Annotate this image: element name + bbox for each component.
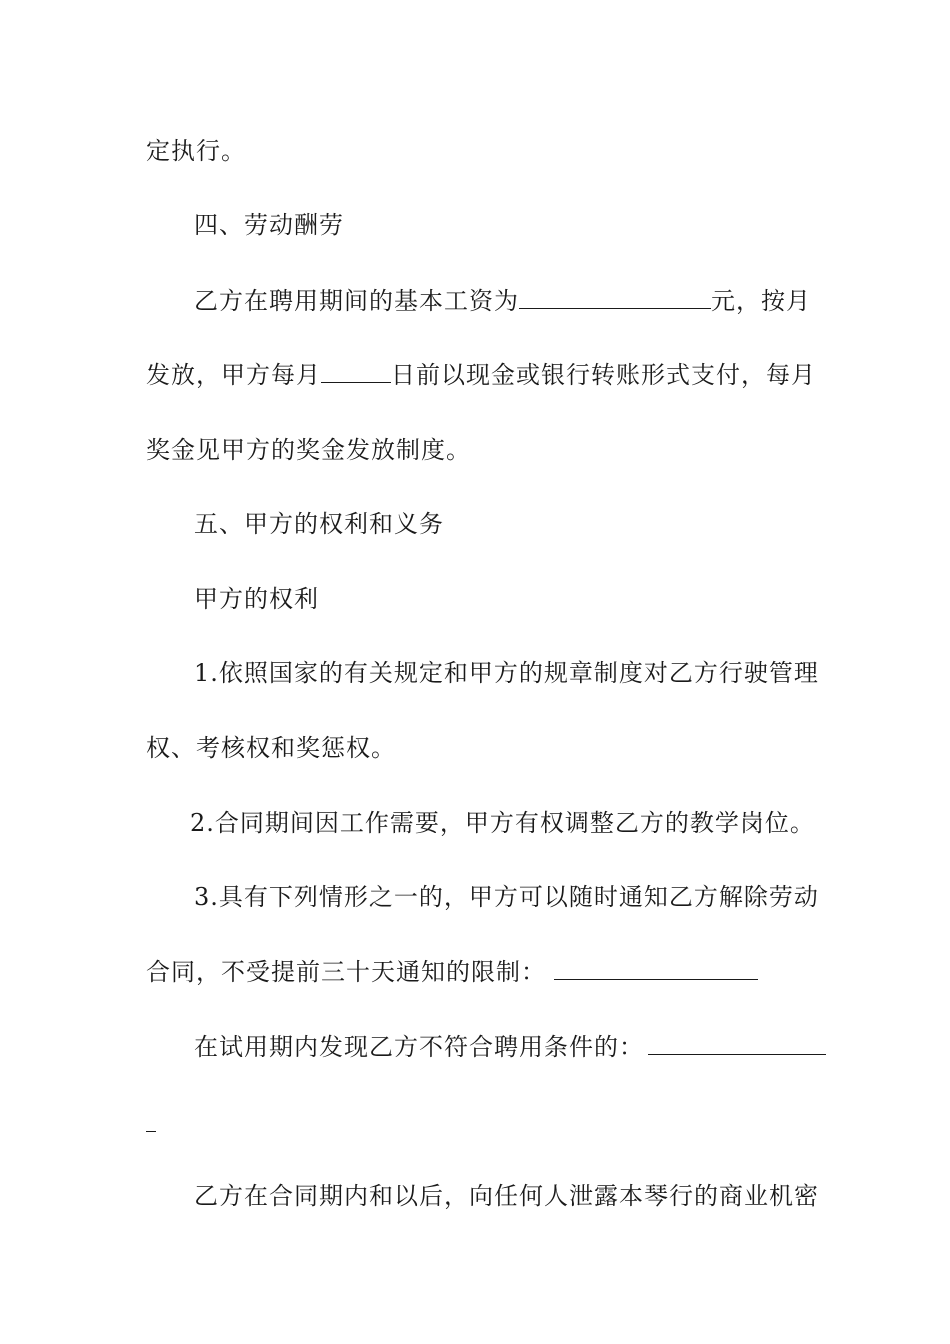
text-segment: 日前以现金或银行转账形式支付，每月 <box>391 361 816 389</box>
clause-text: 1.依照国家的有关规定和甲方的规章制度对乙方行驶管理 <box>194 659 819 687</box>
text-line: 乙方在合同期内和以后，向任何人泄露本琴行的商业机密 <box>194 1182 819 1210</box>
clause-1-continuation <box>146 730 806 766</box>
clause-text: 2.合同期间因工作需要，甲方有权调整乙方的教学岗位。 <box>190 809 815 837</box>
section-heading-rights <box>194 506 854 542</box>
salary-blank[interactable] <box>519 286 711 309</box>
clause-text: 3.具有下列情形之一的，甲方可以随时通知乙方解除劳动 <box>194 883 819 911</box>
section-heading-remuneration <box>194 207 854 243</box>
clause-3-blank[interactable] <box>554 957 758 980</box>
payment-line <box>146 357 816 393</box>
clause-2 <box>190 805 850 841</box>
clause-3-continuation <box>146 954 806 990</box>
blank-continuation-rule <box>146 1131 156 1132</box>
salary-line <box>194 283 811 319</box>
clause-1 <box>194 655 819 691</box>
confidentiality-line <box>194 1178 819 1214</box>
clause-3 <box>194 879 819 915</box>
payday-blank[interactable] <box>321 360 391 383</box>
paragraph-continuation <box>146 133 806 169</box>
text-line: 奖金见甲方的奖金发放制度。 <box>146 436 471 464</box>
text-segment: 元，按月 <box>711 287 811 315</box>
heading-text: 甲方的权利 <box>194 585 319 613</box>
clause-text: 合同，不受提前三十天通知的限制： <box>146 958 546 986</box>
text-segment: 发放，甲方每月 <box>146 361 321 389</box>
text-segment: 在试用期内发现乙方不符合聘用条件的： <box>194 1033 644 1061</box>
text-segment: 乙方在聘用期间的基本工资为 <box>194 287 519 315</box>
heading-text: 四、劳动酬劳 <box>194 211 344 239</box>
clause-text: 权、考核权和奖惩权。 <box>146 734 396 762</box>
probation-blank[interactable] <box>648 1032 826 1055</box>
text-line: 定执行。 <box>146 137 246 165</box>
heading-text: 五、甲方的权利和义务 <box>194 510 444 538</box>
bonus-line <box>146 432 806 468</box>
probation-line <box>194 1029 854 1065</box>
subheading-party-a-rights <box>194 581 854 617</box>
